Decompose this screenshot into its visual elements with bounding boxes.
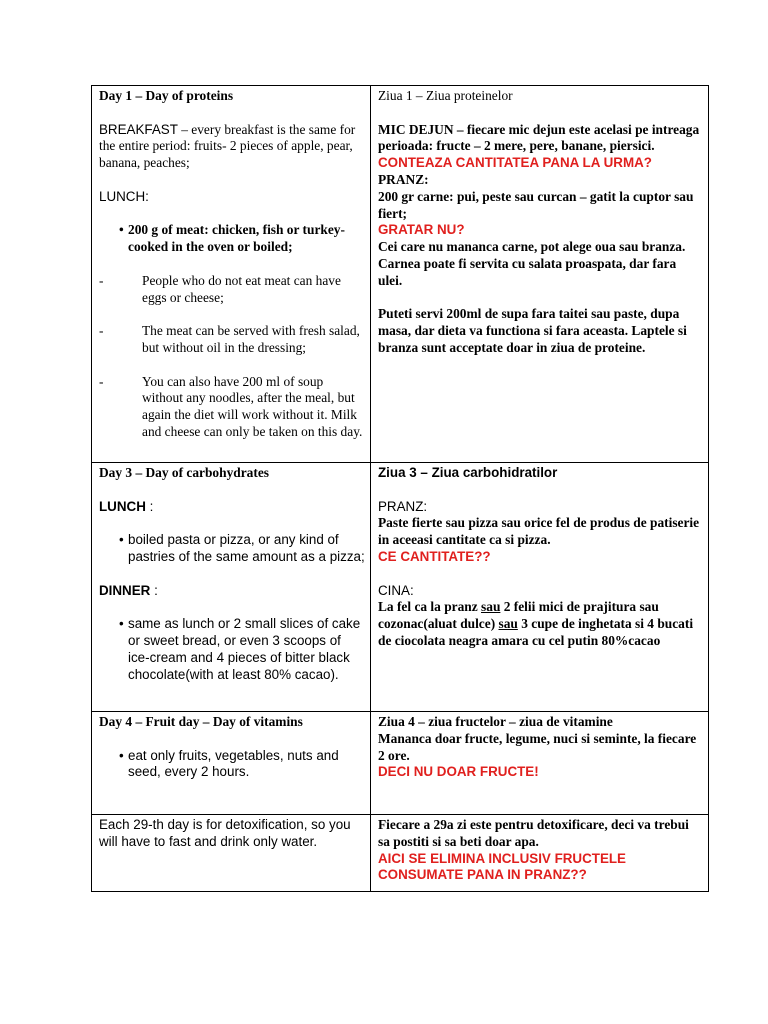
day1-ro-mic-dejun: MIC DEJUN – fiecare mic dejun este acelasi pe intreaga perioada: fructe – 2 mere, pere, banane, piersici. (378, 121, 700, 154)
detox-ro-text: Fiecare a 29a zi este pentru detoxificare, deci va trebui sa postiti si sa beti doar apa. (378, 817, 689, 849)
day3-en-dinner-label: DINNER : (99, 582, 158, 598)
day1-ro-pranz-text: 200 gr carne: pui, peste sau curcan – gatit la cuptor sau fiert; (378, 188, 694, 221)
day3-ro-pranz-label: PRANZ: (378, 498, 428, 514)
bullet-icon: • (119, 222, 124, 238)
day1-en-cell (92, 86, 371, 463)
day4-ro-cell (371, 712, 709, 815)
list-item: - You can also have 200 ml of soup without any noodles, after the meal, but again the diet will work without it. Milk and cheese can only be taken on this day. (99, 373, 363, 439)
day3-en-cell (92, 463, 371, 712)
list-item: - The meat can be served with fresh salad, but without oil in the dressing; (99, 323, 360, 355)
day4-en-list (99, 748, 365, 782)
document-page (91, 85, 709, 892)
day1-en-title: Day 1 – Day of proteins (99, 88, 234, 103)
day3-ro-cina-label: CINA: (378, 582, 414, 598)
day4-ro-note: DECI NU DOAR FRUCTE! (378, 764, 539, 780)
day1-ro-para1: Cei care nu mananca carne, pot alege oua sau branza. (378, 239, 686, 255)
day3-ro-title: Ziua 3 – Ziua carbohidratilor (378, 465, 558, 480)
detox-en-text: Each 29-th day is for detoxification, so you will have to fast and drink only water. (99, 817, 351, 849)
day4-ro-text: Mananca doar fructe, legume, nuci si seminte, la fiecare 2 ore. (378, 730, 697, 763)
list-item: • same as lunch or 2 small slices of cake or sweet bread, or even 3 scoops of ice-cream and 4 pieces of bitter black chocolate(with at least 80% cacao). (119, 616, 361, 682)
day1-ro-note2: GRATAR NU? (378, 222, 465, 238)
list-item: • eat only fruits, vegetables, nuts and seed, every 2 hours. (119, 747, 339, 780)
day1-ro-pranz-label: PRANZ: (378, 171, 429, 187)
day3-ro-cell (371, 463, 709, 712)
day3-ro-cina-text: La fel ca la pranz sau 2 felii mici de prajitura sau cozonac(aluat dulce) sau 3 cupe de inghetata si 4 bucati de ciocolata neagra amara cu cel putin 80%cacao (378, 599, 694, 648)
day1-en-breakfast: BREAKFAST – every breakfast is the same for the entire period: fruits- 2 pieces of apple, pear, banana, peaches; (99, 121, 356, 171)
list-item: - People who do not eat meat can have eggs or cheese; (99, 272, 341, 305)
detox-ro-cell (371, 815, 709, 892)
day1-en-meat-list (99, 222, 365, 256)
day1-ro-note1: CONTEAZA CANTITATEA PANA LA URMA? (378, 155, 652, 171)
table-row-day3 (92, 463, 709, 712)
day3-en-lunch-list (99, 532, 365, 566)
day3-ro-pranz-text: Paste fierte sau pizza sau orice fel de produs de patiserie in aceeasi cantitate ca si pizza. (378, 515, 700, 548)
day1-en-lunch-label: LUNCH: (99, 188, 149, 204)
list-item: • boiled pasta or pizza, or any kind of pastries of the same amount as a pizza; (119, 532, 365, 564)
detox-ro-note: AICI SE ELIMINA INCLUSIV FRUCTELE CONSUMATE PANA IN PRANZ?? (378, 850, 626, 883)
bullet-icon: • (119, 747, 124, 763)
diet-table (91, 85, 709, 892)
day1-ro-title: Ziua 1 – Ziua proteinelor (378, 88, 513, 103)
day3-en-title: Day 3 – Day of carbohydrates (99, 465, 269, 480)
day4-en-title: Day 4 – Fruit day – Day of vitamins (99, 714, 303, 729)
table-row-detox (92, 815, 709, 892)
day4-ro-title: Ziua 4 – ziua fructelor – ziua de vitamine (378, 714, 613, 729)
bullet-icon: • (119, 532, 124, 548)
detox-en-cell (92, 815, 371, 892)
day1-ro-para2: Carnea poate fi servita cu salata proaspata, dar fara ulei. (378, 255, 677, 288)
dash-icon: - (99, 272, 104, 288)
day3-en-lunch-label: LUNCH : (99, 498, 154, 514)
day3-en-dinner-list (99, 616, 365, 683)
table-row-day4 (92, 712, 709, 815)
list-item: • 200 g of meat: chicken, fish or turkey- cooked in the oven or boiled; (119, 222, 345, 255)
day3-ro-note: CE CANTITATE?? (378, 548, 491, 564)
day1-ro-para3: Puteti servi 200ml de supa fara taitei sau paste, dupa masa, dar dieta va functiona si fara aceasta. Laptele si branza sunt acceptate doar in ziua de proteine. (378, 306, 687, 355)
bullet-icon: • (119, 616, 124, 632)
day4-en-cell (92, 712, 371, 815)
day1-ro-cell (371, 86, 709, 463)
table-row-day1 (92, 86, 709, 463)
dash-icon: - (99, 373, 104, 389)
dash-icon: - (99, 323, 104, 339)
